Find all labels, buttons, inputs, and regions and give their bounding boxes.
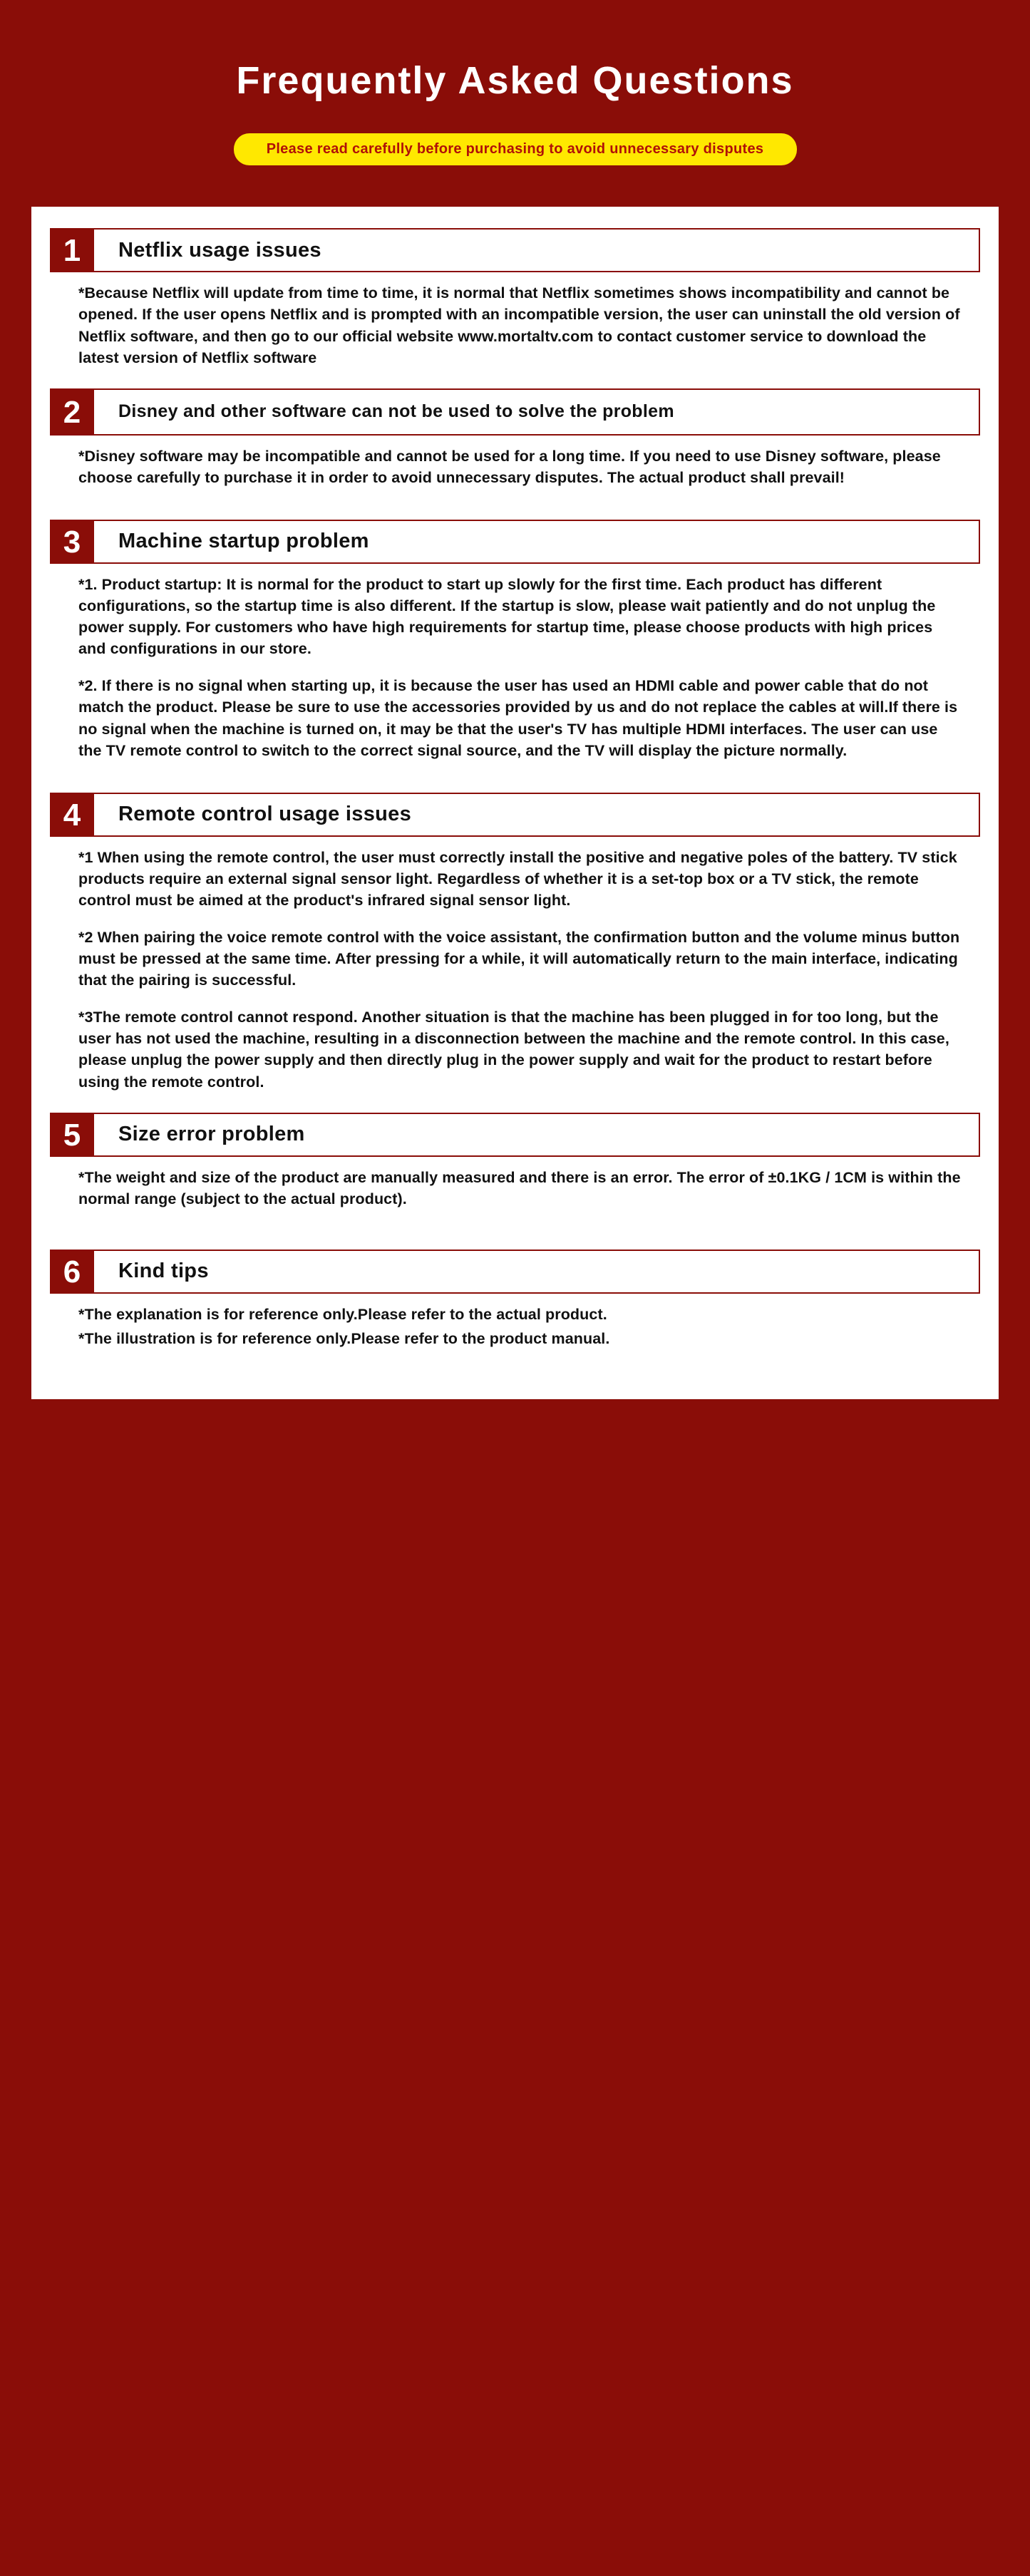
section-title-box-1 [94, 228, 980, 272]
spacer [50, 1100, 980, 1113]
purchase-notice-banner: Please read carefully before purchasing to avoid unnecessary disputes [234, 133, 797, 165]
section-number-badge-6: 6 [50, 1250, 94, 1294]
paragraph: *3The remote control cannot respond. Another situation is that the machine has been plugged in for too long, but the user has not used the machine, resulting in a disconnection between the machine and the remote control. In this case, please unplug the power supply and then directly plug in the power supply and wait for the product to restart before using the remote control. [78, 1009, 949, 1091]
notice-banner-wrap [0, 133, 1030, 165]
paragraph: *2. If there is no signal when starting up, it is because the user has used an HDMI cable and power cable that do not match the product. Please be sure to use the accessories provided by us and do not replace the cables at will.If there is no signal when the machine is turned on, it may be that the user's TV has multiple HDMI interfaces. The user can use the TV remote control to switch to the correct signal source, and the TV will display the picture normally. [78, 677, 958, 759]
paragraph: *1 When using the remote control, the user must correctly install the positive and negative poles of the battery. TV stick products require an external signal sensor light. Regardless of whether it is a set-top box or a TV stick, the remote control must be aimed at the product's infrared signal sensor light. [78, 848, 957, 909]
spacer [50, 495, 980, 520]
faq-section-6 [50, 1250, 980, 1349]
faq-card [31, 207, 999, 1399]
section-body-4 [50, 847, 980, 1093]
section-number-badge-5: 5 [50, 1113, 94, 1157]
spacer [50, 768, 980, 793]
page-title: Frequently Asked Questions [236, 59, 794, 102]
faq-section-2 [50, 388, 980, 488]
page-header [0, 0, 1030, 165]
section-header-6 [50, 1250, 980, 1294]
section-title-4: Remote control usage issues [118, 803, 411, 826]
section-body-2 [50, 445, 980, 488]
section-body-3 [50, 574, 980, 761]
section-header-4 [50, 793, 980, 837]
spacer [50, 1217, 980, 1250]
section-body-5 [50, 1167, 980, 1210]
section-body-1 [50, 282, 980, 368]
section-title-box-5 [94, 1113, 980, 1157]
faq-section-1 [50, 228, 980, 368]
section-title-box-4 [94, 793, 980, 837]
section-number-badge-2: 2 [50, 388, 94, 436]
section-number-badge-3: 3 [50, 520, 94, 564]
section-title-box-6 [94, 1250, 980, 1294]
section-title-5: Size error problem [118, 1122, 305, 1145]
section-title-3: Machine startup problem [118, 530, 369, 553]
section-body-6 [50, 1304, 980, 1349]
paragraph: *2 When pairing the voice remote control with the voice assistant, the confirmation button and the volume minus button must be pressed at the same time. After pressing for a while, it will automatically return to the main interface, indicating that the pairing is successful. [78, 928, 960, 989]
paragraph: *Disney software may be incompatible and cannot be used for a long time. If you need to use Disney software, please choose carefully to purchase it in order to avoid unnecessary disputes. The actual product shall prevail! [78, 447, 941, 486]
paragraph: *The explanation is for reference only.Please refer to the actual product. [78, 1305, 607, 1323]
section-number-badge-1: 1 [50, 228, 94, 272]
paragraph: *Because Netflix will update from time to time, it is normal that Netflix sometimes shows incompatibility and cannot be opened. If the user opens Netflix and is prompted with an incompatible version, the user can uninstall the old version of Netflix software, and then go to our official website www.mortaltv.com to contact customer service to download the latest version of Netflix software [78, 284, 960, 366]
paragraph: *The weight and size of the product are manually measured and there is an error. The error of ±0.1KG / 1CM is within the normal range (subject to the actual product). [78, 1168, 961, 1207]
section-header-3 [50, 520, 980, 564]
paragraph: *The illustration is for reference only.Please refer to the product manual. [78, 1329, 610, 1347]
paragraph: *1. Product startup: It is normal for the product to start up slowly for the first time. Each product has different configurations, so the startup time is also different. If the startup is slow, please wait patiently and do not unplug the power supply. For customers who have high requirements for startup time, please choose products with high prices and configurations in our store. [78, 575, 936, 658]
faq-section-5 [50, 1113, 980, 1210]
spacer [50, 376, 980, 388]
section-title-6: Kind tips [118, 1259, 209, 1283]
section-header-1 [50, 228, 980, 272]
section-title-box-3 [94, 520, 980, 564]
section-header-5 [50, 1113, 980, 1157]
section-title-2: Disney and other software can not be used to solve the problem [118, 401, 674, 422]
faq-section-3 [50, 520, 980, 761]
section-title-1: Netflix usage issues [118, 238, 321, 262]
section-number-badge-4: 4 [50, 793, 94, 837]
section-header-2 [50, 388, 980, 436]
section-title-box-2 [94, 388, 980, 436]
faq-section-4 [50, 793, 980, 1093]
